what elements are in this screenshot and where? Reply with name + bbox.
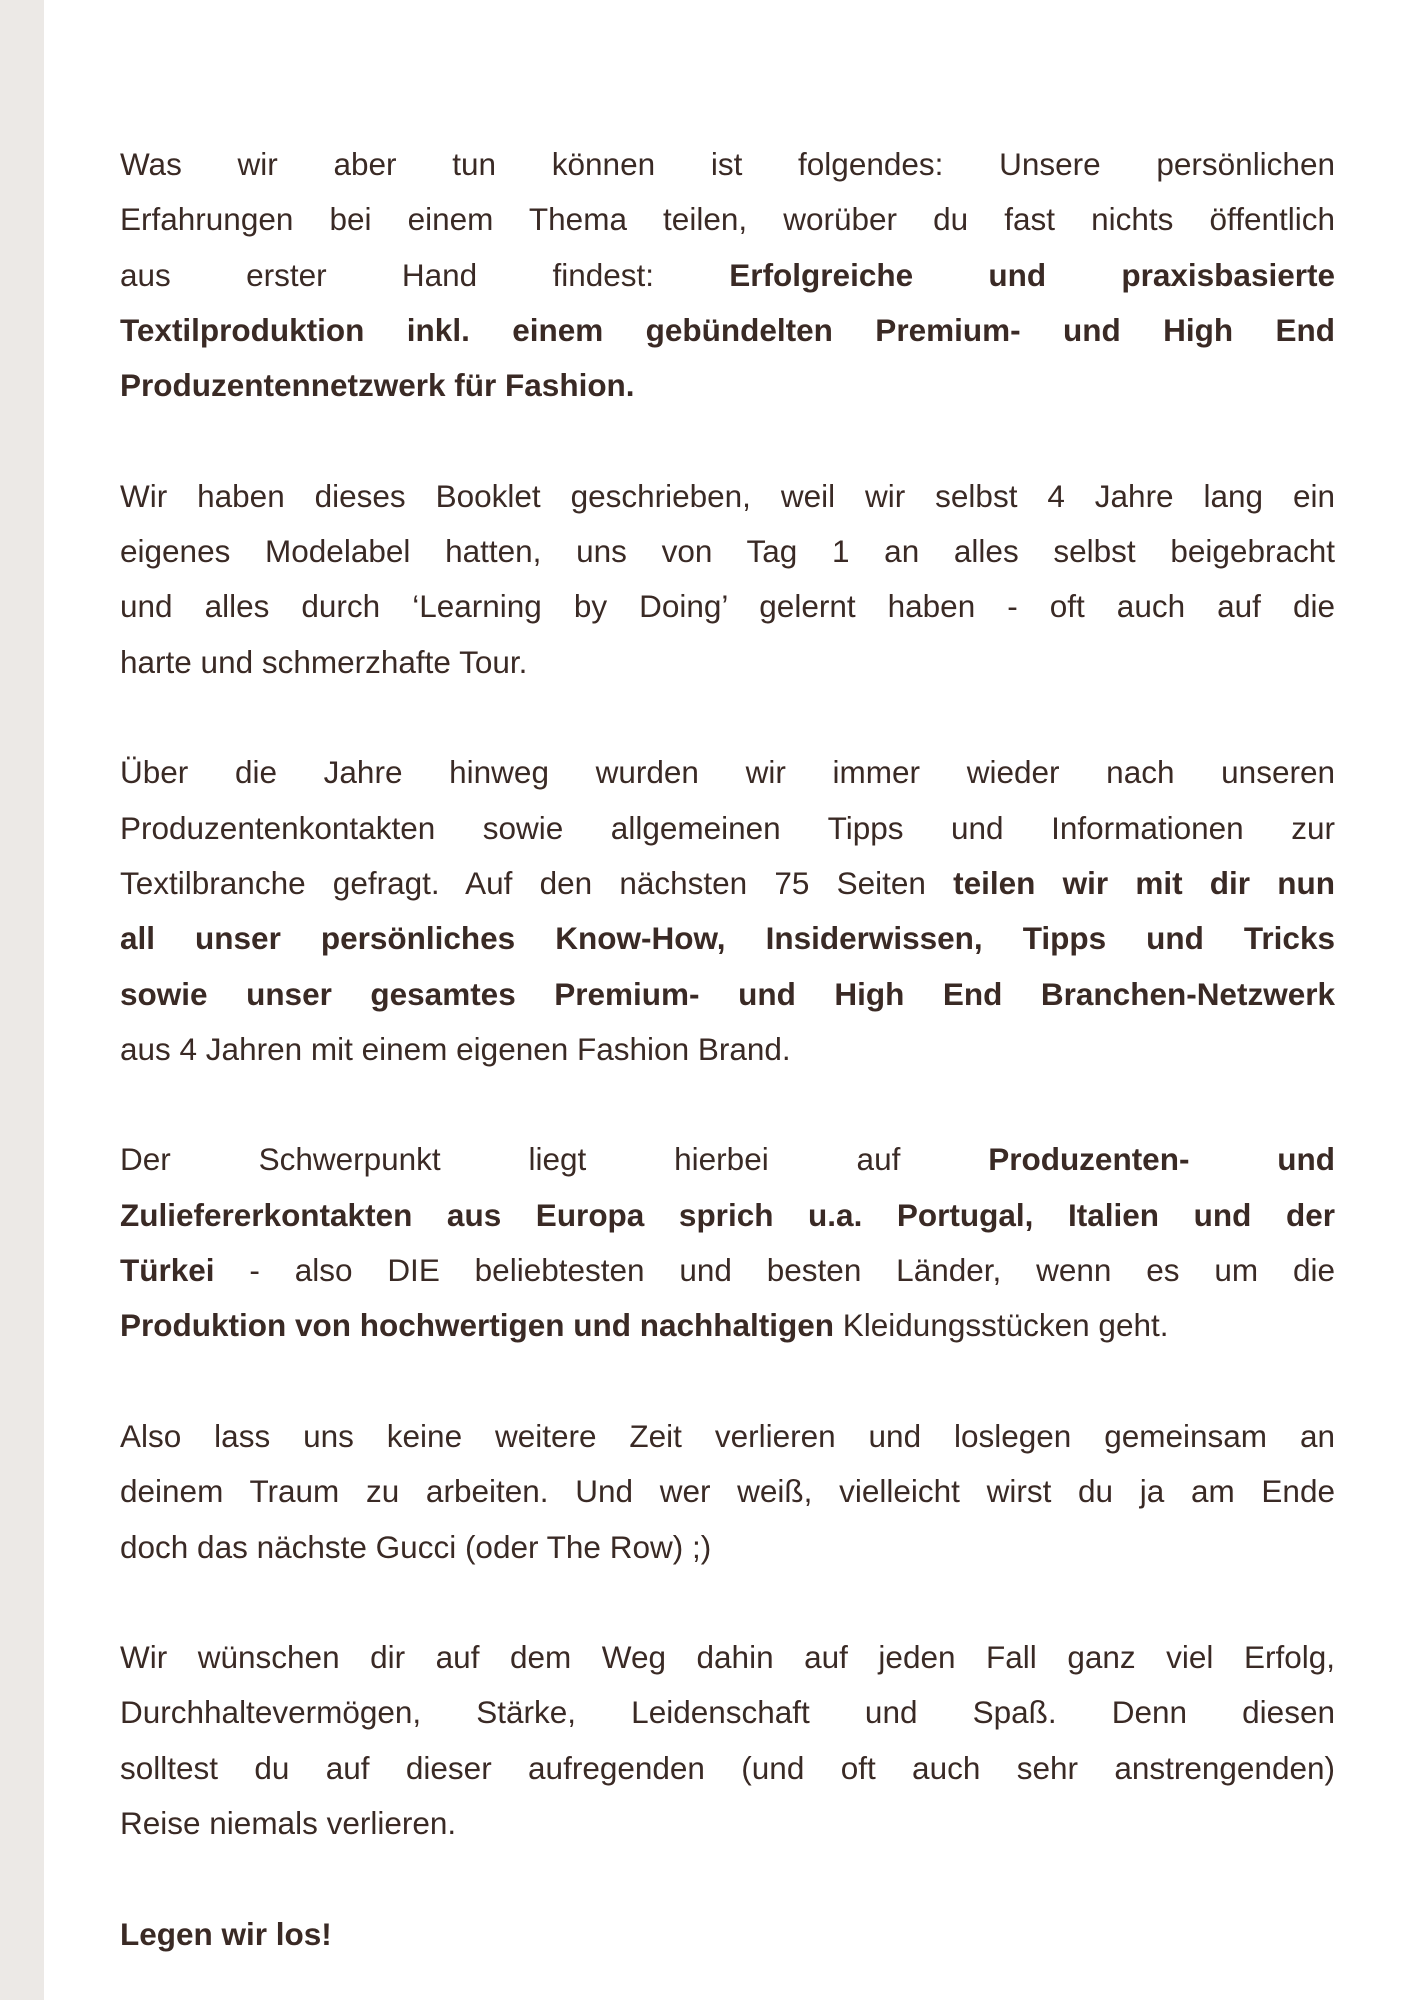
text-line — [120, 1305, 1335, 1345]
body-text: Wir haben dieses Booklet geschrieben, weil wir selbst 4 Jahre lang ein — [120, 477, 1335, 514]
body-text: doch das nächste Gucci (oder The Row) ;) — [120, 1528, 712, 1565]
body-text: aus erster Hand findest: — [120, 256, 730, 293]
page-margin-strip — [0, 0, 44, 2000]
body-text: Kleidungsstücken geht. — [834, 1307, 1169, 1344]
bold-text: Zuliefererkontakten aus Europa sprich u.a. Portugal, Italien und der — [120, 1196, 1335, 1233]
body-text: - also DIE beliebtesten und besten Länder, wenn es um die — [214, 1252, 1335, 1288]
text-line — [120, 1029, 1335, 1069]
body-text: solltest du auf dieser aufregenden (und oft auch sehr anstrengenden) — [120, 1749, 1335, 1786]
bold-text: sowie unser gesamtes Premium- und High End Branchen-Netzwerk — [120, 975, 1335, 1012]
body-text: aus 4 Jahren mit einem eigenen Fashion Brand. — [120, 1030, 791, 1067]
body-text: eigenes Modelabel hatten, uns von Tag 1 an alles selbst beigebracht — [120, 533, 1335, 570]
text-line — [120, 1803, 1335, 1843]
text-line — [120, 1250, 1335, 1290]
text-line — [120, 1637, 1335, 1677]
bold-text: Türkei — [120, 1252, 215, 1288]
text-line — [120, 1471, 1335, 1511]
body-text: Also lass uns keine weitere Zeit verlieren und loslegen gemeinsam an — [120, 1417, 1335, 1454]
text-line — [120, 476, 1335, 516]
text-line — [120, 144, 1335, 184]
text-line — [120, 752, 1335, 792]
body-text: harte und schmerzhafte Tour. — [120, 643, 528, 680]
text-line — [120, 974, 1335, 1014]
body-text: Produzentenkontakten sowie allgemeinen Tipps und Informationen zur — [120, 809, 1335, 846]
text-line — [120, 1416, 1335, 1456]
text-line — [120, 199, 1335, 239]
body-text: Wir wünschen dir auf dem Weg dahin auf jeden Fall ganz viel Erfolg, — [120, 1639, 1335, 1676]
bold-text: Produzenten- und — [988, 1141, 1335, 1178]
body-text: Was wir aber tun können ist folgendes: Unsere persönlichen — [120, 146, 1335, 182]
bold-text: Produzentennetzwerk für Fashion. — [120, 367, 635, 404]
body-text: und alles durch ‘Learning by Doing’ gelernt haben - oft auch auf die — [120, 588, 1335, 625]
bold-text: all unser persönliches Know-How, Insiderwissen, Tipps und Tricks — [120, 920, 1335, 957]
text-line — [120, 808, 1335, 848]
bold-text: Produktion von hochwertigen und nachhaltigen — [120, 1307, 835, 1344]
text-line — [120, 310, 1335, 350]
text-line — [120, 1139, 1335, 1179]
bold-text: Legen wir los! — [120, 1915, 332, 1952]
text-line — [120, 1692, 1335, 1732]
body-text: Der Schwerpunkt liegt hierbei auf — [120, 1141, 989, 1178]
body-text: Reise niemals verlieren. — [120, 1805, 457, 1841]
text-line — [120, 1195, 1335, 1235]
text-line — [120, 1527, 1335, 1567]
text-line — [120, 1914, 1335, 1954]
bold-text: teilen wir mit dir nun — [953, 864, 1335, 901]
text-line — [120, 365, 1335, 405]
body-text: Durchhaltevermögen, Stärke, Leidenschaft und Spaß. Denn diesen — [120, 1694, 1335, 1731]
bold-text: Erfolgreiche und praxisbasierte — [729, 256, 1336, 293]
text-line — [120, 531, 1335, 571]
body-text: Erfahrungen bei einem Thema teilen, worüber du fast nichts öffentlich — [120, 201, 1335, 238]
text-line — [120, 1748, 1335, 1788]
text-line — [120, 918, 1335, 958]
text-line — [120, 586, 1335, 626]
body-text: Über die Jahre hinweg wurden wir immer wieder nach unseren — [120, 754, 1335, 791]
bold-text: Textilproduktion inkl. einem gebündelten Premium- und High End — [120, 311, 1335, 348]
body-text: deinem Traum zu arbeiten. Und wer weiß, vielleicht wirst du ja am Ende — [120, 1473, 1335, 1510]
text-line — [120, 642, 1335, 682]
text-line — [120, 863, 1335, 903]
body-text: Textilbranche gefragt. Auf den nächsten 75 Seiten — [120, 864, 954, 901]
text-line — [120, 255, 1335, 295]
